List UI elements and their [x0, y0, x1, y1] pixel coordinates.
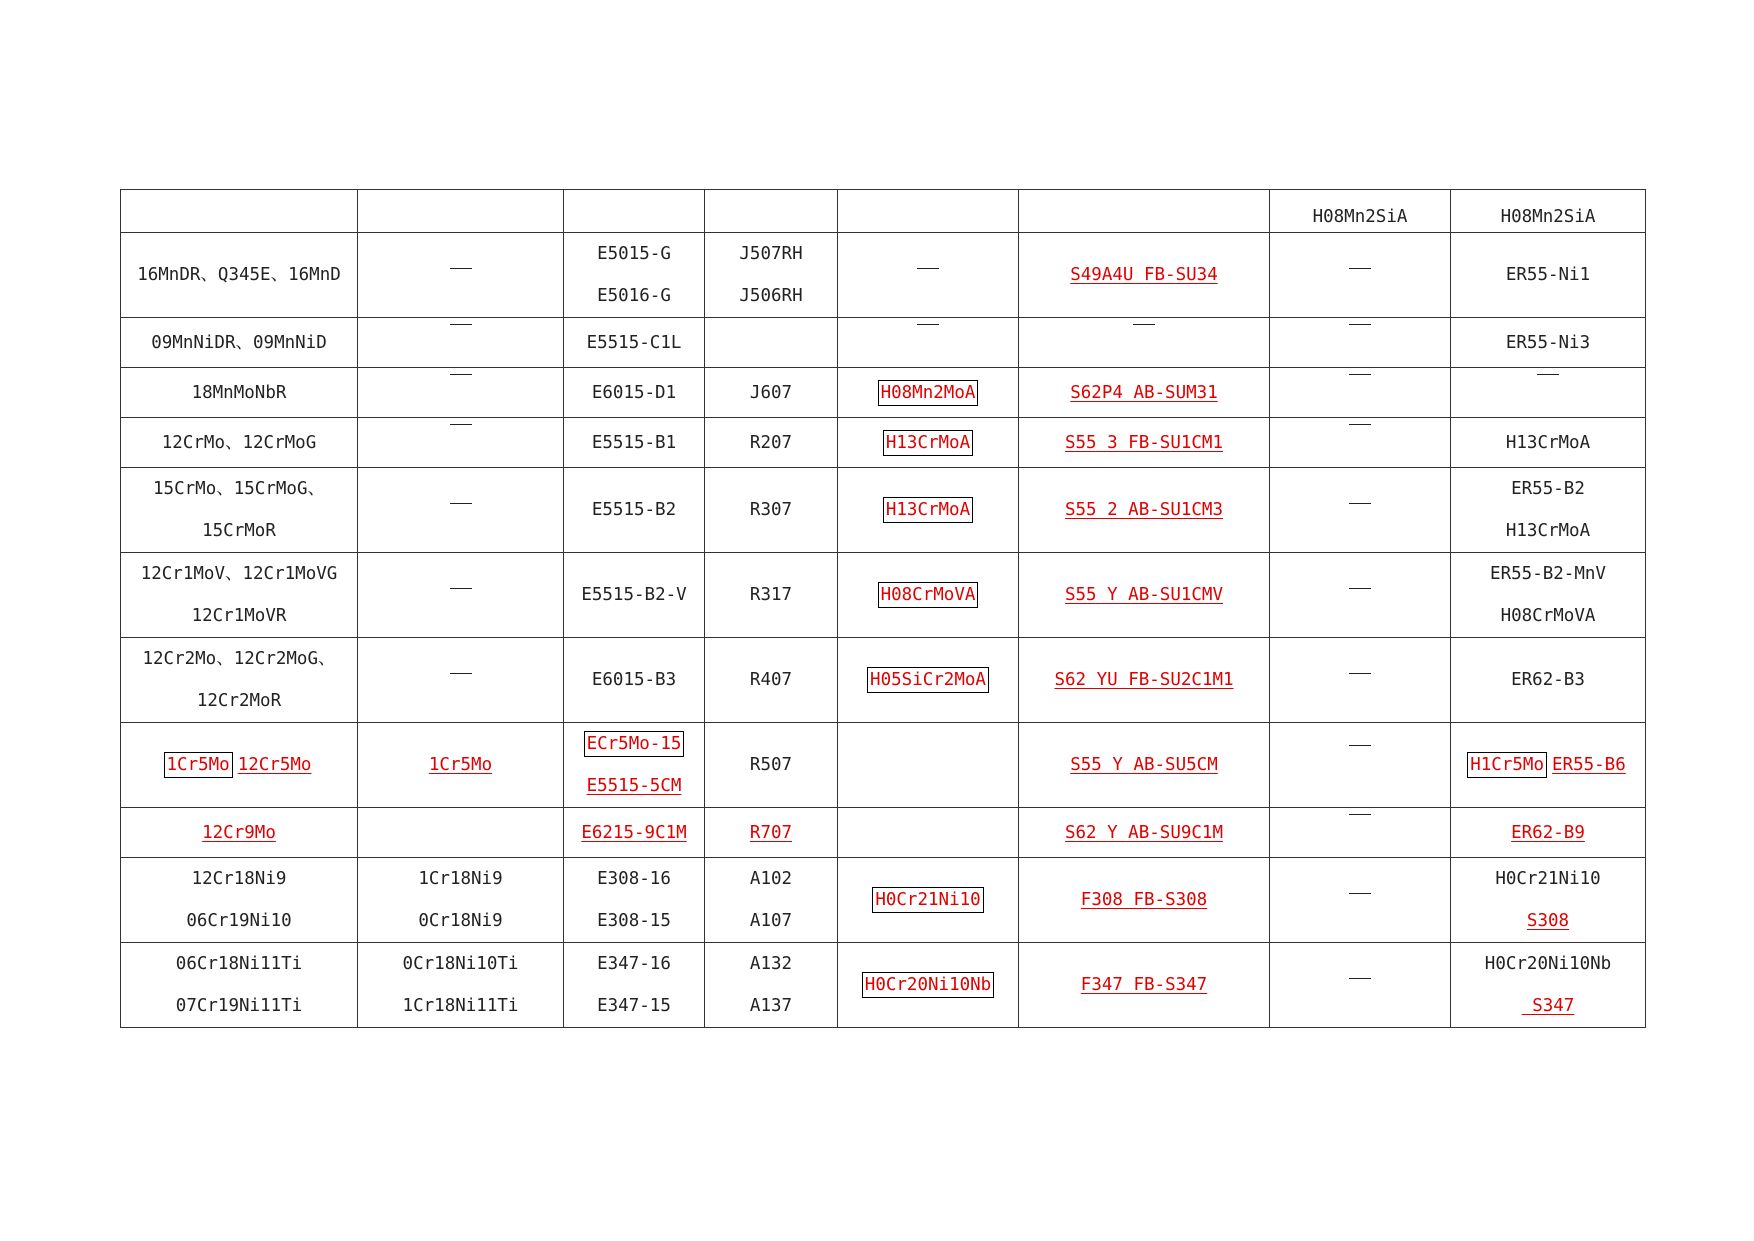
dash-mark	[450, 503, 472, 504]
base-metal: 06Cr18Ni11Ti	[175, 954, 303, 974]
electrode-brand: A107	[749, 911, 793, 931]
flux-wire-cell	[1019, 943, 1270, 1028]
base-metal-link[interactable]: 12Cr9Mo	[202, 822, 276, 843]
dash-mark	[1349, 424, 1371, 425]
base-metal-link[interactable]: 12Cr5Mo	[237, 755, 312, 775]
electrode-standard: E308-15	[597, 911, 671, 931]
filler-wire-cell	[1451, 638, 1646, 723]
flux-wire-link[interactable]: F347 FB-S347	[1080, 975, 1208, 995]
header-cell-3	[564, 190, 705, 233]
dash-mark	[1349, 268, 1371, 269]
base-metal-cell	[121, 233, 358, 318]
filler-wire-link[interactable]: ER55-B6	[1552, 755, 1626, 775]
electrode-standard: E5515-C1L	[586, 332, 682, 353]
base-metal-link[interactable]: 1Cr5Mo	[166, 755, 230, 775]
base-metal: 09MnNiDR、09MnNiD	[151, 332, 327, 353]
alt-grade-cell	[358, 418, 564, 468]
electrode-brand: R407	[749, 670, 793, 690]
filler-wire-line	[1455, 985, 1641, 1027]
filler-wire-cell	[1451, 943, 1646, 1028]
filler-wire: H0Cr20Ni10Nb	[1484, 954, 1612, 974]
dash-mark	[1537, 374, 1559, 375]
filler-wire-cell	[1451, 418, 1646, 468]
filler-wire: ER55-Ni1	[1505, 265, 1591, 285]
base-metal: 16MnDR、Q345E、16MnD	[137, 265, 341, 285]
gas-wire-cell	[1270, 553, 1451, 638]
flux-wire-cell	[1019, 638, 1270, 723]
wire-grade-link[interactable]: H13CrMoA	[885, 432, 971, 453]
electrode-standard: E308-16	[597, 869, 671, 889]
electrode-brand: A102	[749, 869, 793, 889]
alt-grade-cell	[358, 723, 564, 808]
filler-wire-cell	[1451, 858, 1646, 943]
filler-wire: ER55-Ni3	[1505, 332, 1591, 353]
filler-wire-cell	[1451, 368, 1646, 418]
wire-grade-link[interactable]: H08CrMoVA	[880, 585, 976, 605]
electrode-standard-link[interactable]: E6215-9C1M	[581, 822, 687, 843]
electrode-standard-cell	[564, 808, 705, 858]
electrode-brand: A137	[749, 996, 793, 1016]
dash-mark	[917, 324, 939, 325]
electrode-brand: J507RH	[739, 244, 803, 264]
base-metal: 12Cr2MoR	[196, 691, 282, 711]
wire-cell	[838, 318, 1019, 368]
base-metal-cell	[121, 418, 358, 468]
filler-wire-link[interactable]: S347	[1521, 996, 1575, 1016]
table-row	[121, 858, 1646, 943]
gas-wire-cell	[1270, 233, 1451, 318]
alt-grade-cell	[358, 943, 564, 1028]
table-row	[121, 723, 1646, 808]
dash-mark	[917, 268, 939, 269]
flux-wire-link[interactable]: S62 Y AB-SU9C1M	[1064, 822, 1224, 843]
electrode-brand-link[interactable]: R707	[749, 822, 793, 843]
alt-grade-cell	[358, 553, 564, 638]
dash-mark	[1349, 978, 1371, 979]
dash-mark	[1349, 324, 1371, 325]
electrode-standard: E347-15	[597, 996, 671, 1016]
base-metal-cell	[121, 468, 358, 553]
wire-cell	[838, 553, 1019, 638]
wire-cell	[838, 638, 1019, 723]
base-metal-cell	[121, 723, 358, 808]
electrode-brand-cell	[705, 858, 838, 943]
dash-mark	[1349, 588, 1371, 589]
electrode-standard-link[interactable]: E5515-5CM	[586, 776, 682, 796]
flux-wire-link[interactable]: S55 3 FB-SU1CM1	[1064, 432, 1224, 453]
header-cell-8: H08Mn2SiA	[1451, 190, 1646, 233]
header-cell-2	[358, 190, 564, 233]
flux-wire-cell	[1019, 468, 1270, 553]
electrode-standard: E5515-B2	[591, 500, 677, 520]
base-metal: 15CrMoR	[202, 521, 276, 541]
electrode-brand-cell	[705, 318, 838, 368]
alt-grade-cell	[358, 808, 564, 858]
filler-wire: H0Cr21Ni10	[1495, 869, 1601, 889]
dash-mark	[1349, 503, 1371, 504]
filler-wire: ER55-B2-MnV	[1490, 564, 1606, 584]
alt-grade: 1Cr18Ni11Ti	[402, 996, 519, 1016]
alt-grade: 1Cr18Ni9	[418, 869, 503, 889]
table-row	[121, 418, 1646, 468]
electrode-standard: E5515-B2-V	[581, 585, 687, 605]
filler-wire: H13CrMoA	[1505, 521, 1591, 541]
filler-wire: H08CrMoVA	[1500, 606, 1596, 626]
wire-grade-link[interactable]: H0Cr20Ni10Nb	[864, 975, 992, 995]
filler-wire-link[interactable]: S308	[1526, 911, 1570, 931]
dash-mark	[1133, 324, 1155, 325]
header-cell-7: H08Mn2SiA	[1270, 190, 1451, 233]
filler-wire: ER55-B2	[1511, 479, 1585, 499]
wire-grade-link[interactable]: H0Cr21Ni10	[875, 890, 981, 910]
alt-grade-cell	[358, 368, 564, 418]
dash-mark	[1349, 374, 1371, 375]
electrode-brand-cell	[705, 233, 838, 318]
electrode-brand: R317	[749, 585, 793, 605]
flux-wire-link[interactable]: S62 YU FB-SU2C1M1	[1054, 670, 1234, 690]
flux-wire-link[interactable]: S55 2 AB-SU1CM3	[1064, 500, 1224, 520]
dash-mark	[450, 424, 472, 425]
table-row	[121, 808, 1646, 858]
electrode-brand-cell	[705, 553, 838, 638]
electrode-brand: J506RH	[739, 286, 803, 306]
filler-wire: ER62-B3	[1511, 670, 1585, 690]
base-metal: 18MnMoNbR	[191, 382, 287, 403]
filler-wire-cell	[1451, 553, 1646, 638]
wire-cell	[838, 943, 1019, 1028]
electrode-standard: E6015-B3	[591, 670, 677, 690]
flux-wire-link[interactable]: S55 Y AB-SU1CMV	[1064, 585, 1224, 605]
header-cell-6	[1019, 190, 1270, 233]
flux-wire-link[interactable]: F308 FB-S308	[1080, 890, 1208, 910]
dash-mark	[450, 673, 472, 674]
electrode-brand: A132	[749, 954, 793, 974]
filler-wire-cell	[1451, 318, 1646, 368]
base-metal-cell	[121, 553, 358, 638]
flux-wire-cell	[1019, 318, 1270, 368]
filler-wire-cell	[1451, 808, 1646, 858]
electrode-brand-cell	[705, 638, 838, 723]
base-metal-cell	[121, 858, 358, 943]
dash-mark	[450, 588, 472, 589]
electrode-brand: R507	[749, 755, 793, 775]
electrode-standard-cell	[564, 468, 705, 553]
gas-wire-cell	[1270, 418, 1451, 468]
alt-grade: 0Cr18Ni9	[418, 911, 503, 931]
gas-wire-cell	[1270, 943, 1451, 1028]
dash-mark	[450, 268, 472, 269]
header-cell-4	[705, 190, 838, 233]
filler-wire: H13CrMoA	[1505, 432, 1591, 453]
electrode-standard-cell	[564, 858, 705, 943]
electrode-brand-cell	[705, 418, 838, 468]
filler-wire-cell	[1451, 468, 1646, 553]
flux-wire-cell	[1019, 233, 1270, 318]
base-metal-cell	[121, 368, 358, 418]
electrode-standard-cell	[564, 418, 705, 468]
wire-cell	[838, 468, 1019, 553]
dash-mark	[1349, 673, 1371, 674]
electrode-brand-cell	[705, 808, 838, 858]
wire-cell	[838, 418, 1019, 468]
flux-wire-link[interactable]: S62P4 AB-SUM31	[1070, 382, 1218, 403]
gas-wire-cell	[1270, 723, 1451, 808]
wire-cell	[838, 233, 1019, 318]
alt-grade-cell	[358, 318, 564, 368]
flux-wire-link[interactable]: S49A4U FB-SU34	[1070, 265, 1218, 285]
flux-wire-cell	[1019, 418, 1270, 468]
table-row	[121, 553, 1646, 638]
dash-mark	[1349, 893, 1371, 894]
electrode-standard: E347-16	[597, 954, 671, 974]
electrode-standard-cell	[564, 233, 705, 318]
electrode-standard-cell	[564, 318, 705, 368]
table-row	[121, 468, 1646, 553]
table-row	[121, 638, 1646, 723]
wire-cell	[838, 723, 1019, 808]
base-metal-cell	[121, 318, 358, 368]
gas-wire-cell	[1270, 638, 1451, 723]
base-metal: 15CrMo、15CrMoG、	[153, 479, 325, 499]
flux-wire-cell	[1019, 553, 1270, 638]
wire-grade-link[interactable]: H13CrMoA	[885, 500, 971, 520]
flux-wire-link[interactable]: S55 Y AB-SU5CM	[1070, 755, 1218, 775]
gas-wire-cell	[1270, 808, 1451, 858]
filler-wire-cell	[1451, 723, 1646, 808]
filler-wire-link[interactable]: H1Cr5Mo	[1470, 755, 1544, 775]
filler-wire-line	[1455, 900, 1641, 942]
base-metal: 07Cr19Ni11Ti	[175, 996, 303, 1016]
filler-wire-cell	[1451, 233, 1646, 318]
electrode-standard-cell	[564, 368, 705, 418]
electrode-brand-cell	[705, 943, 838, 1028]
base-metal-cell	[121, 638, 358, 723]
flux-wire-cell	[1019, 723, 1270, 808]
table-row	[121, 318, 1646, 368]
dash-mark	[450, 324, 472, 325]
flux-wire-cell	[1019, 368, 1270, 418]
electrode-standard: E5015-G	[597, 244, 671, 264]
alt-grade-cell	[358, 468, 564, 553]
header-row	[121, 190, 1646, 233]
base-metal-cell	[121, 943, 358, 1028]
header-cell-1	[121, 190, 358, 233]
table-row	[121, 368, 1646, 418]
wire-cell	[838, 808, 1019, 858]
electrode-standard-cell	[564, 638, 705, 723]
alt-grade-link[interactable]: 1Cr5Mo	[428, 755, 493, 775]
gas-wire-cell	[1270, 858, 1451, 943]
electrode-brand-cell	[705, 468, 838, 553]
electrode-standard: E5515-B1	[591, 432, 677, 453]
electrode-brand-cell	[705, 723, 838, 808]
electrode-standard-cell	[564, 553, 705, 638]
alt-grade-cell	[358, 233, 564, 318]
base-metal: 12Cr1MoVR	[191, 606, 287, 626]
base-metal-cell	[121, 808, 358, 858]
dash-mark	[1349, 745, 1371, 746]
gas-wire-cell	[1270, 318, 1451, 368]
base-metal: 12Cr18Ni9	[191, 869, 287, 889]
electrode-brand: J607	[749, 382, 793, 403]
base-metal: 12CrMo、12CrMoG	[161, 432, 317, 453]
base-metal: 12Cr1MoV、12Cr1MoVG	[140, 564, 338, 584]
gas-wire-cell	[1270, 368, 1451, 418]
dash-mark	[1349, 814, 1371, 815]
header-cell-5	[838, 190, 1019, 233]
electrode-brand: R207	[749, 432, 793, 453]
filler-wire-link[interactable]: ER62-B9	[1511, 822, 1585, 843]
electrode-standard-cell	[564, 723, 705, 808]
electrode-standard: E6015-D1	[591, 382, 677, 403]
flux-wire-cell	[1019, 858, 1270, 943]
electrode-standard-link[interactable]: ECr5Mo-15	[586, 734, 682, 754]
wire-grade-link[interactable]: H05SiCr2MoA	[870, 670, 986, 690]
wire-grade-link[interactable]: H08Mn2MoA	[880, 382, 976, 403]
electrode-standard: E5016-G	[597, 286, 671, 306]
wire-cell	[838, 368, 1019, 418]
dash-mark	[450, 374, 472, 375]
gas-wire-cell	[1270, 468, 1451, 553]
alt-grade-cell	[358, 858, 564, 943]
base-metal: 06Cr19Ni10	[186, 911, 292, 931]
base-metal: 12Cr2Mo、12Cr2MoG、	[142, 649, 336, 669]
electrode-standard-line	[568, 723, 700, 765]
table-row	[121, 943, 1646, 1028]
electrode-standard-cell	[564, 943, 705, 1028]
wire-cell	[838, 858, 1019, 943]
electrode-brand-cell	[705, 368, 838, 418]
table-row	[121, 233, 1646, 318]
alt-grade: 0Cr18Ni10Ti	[402, 954, 519, 974]
alt-grade-cell	[358, 638, 564, 723]
electrode-brand: R307	[749, 500, 793, 520]
welding-materials-table	[120, 189, 1646, 1028]
electrode-standard-line	[568, 765, 700, 807]
flux-wire-cell	[1019, 808, 1270, 858]
